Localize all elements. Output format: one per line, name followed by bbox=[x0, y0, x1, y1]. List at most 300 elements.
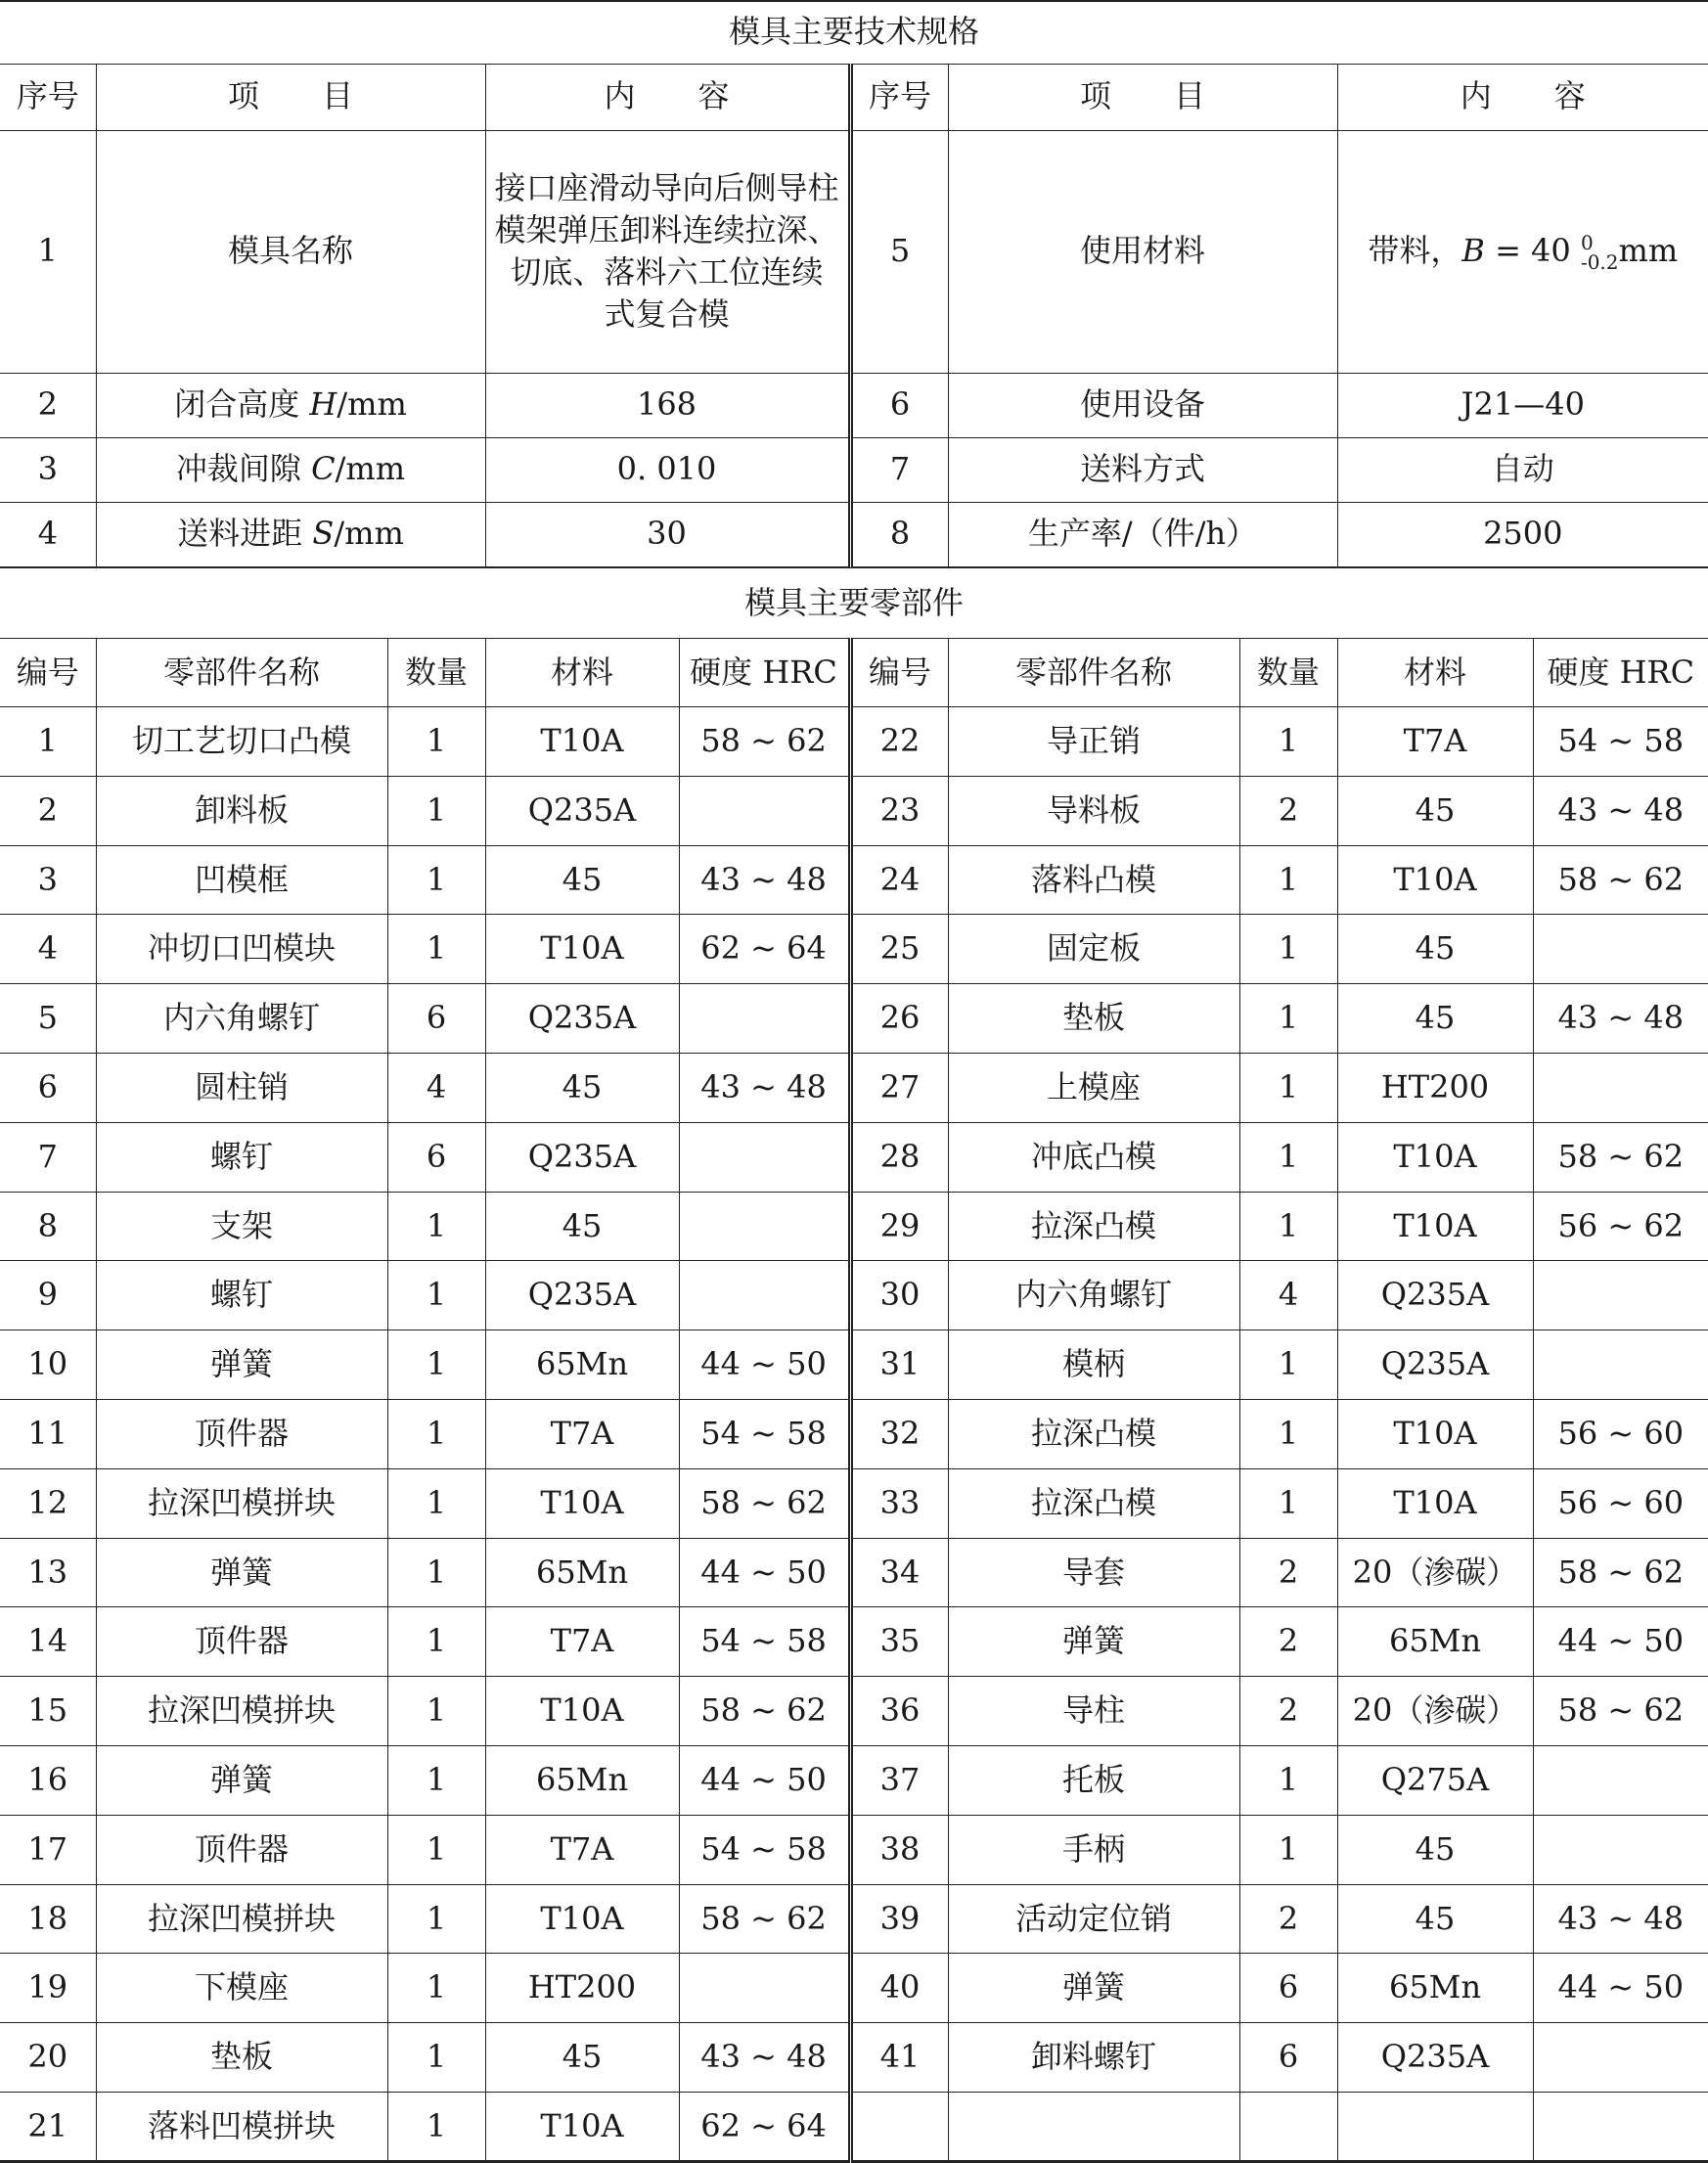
part-no-right: 38 bbox=[850, 1815, 948, 1884]
hardness: 54 ~ 58 bbox=[679, 1607, 850, 1677]
quantity: 1 bbox=[387, 915, 485, 984]
spec-item bbox=[96, 437, 485, 502]
parts-row bbox=[0, 1884, 1708, 1954]
quantity-right: 2 bbox=[1239, 1607, 1337, 1677]
part-no-right: 26 bbox=[850, 984, 948, 1054]
quantity-right: 6 bbox=[1239, 2023, 1337, 2093]
spec-item: 模具名称 bbox=[96, 130, 485, 373]
material: HT200 bbox=[485, 1954, 679, 2023]
spec-no-right: 5 bbox=[850, 130, 948, 373]
quantity: 1 bbox=[387, 1677, 485, 1746]
quantity-right: 1 bbox=[1239, 1053, 1337, 1122]
material-right: 20（渗碳） bbox=[1337, 1677, 1533, 1746]
hardness: 44 ~ 50 bbox=[679, 1538, 850, 1607]
part-name: 支架 bbox=[96, 1192, 387, 1261]
hardness: 62 ~ 64 bbox=[679, 915, 850, 984]
part-no: 2 bbox=[0, 776, 96, 845]
width-value: = 40 bbox=[1484, 231, 1571, 269]
part-no-right: 23 bbox=[850, 776, 948, 845]
material-right: T10A bbox=[1337, 1468, 1533, 1538]
spec-table bbox=[0, 0, 1708, 567]
part-name: 顶件器 bbox=[96, 1399, 387, 1468]
hardness bbox=[679, 1261, 850, 1330]
quantity-right: 1 bbox=[1239, 1330, 1337, 1400]
material-right: 45 bbox=[1337, 1815, 1533, 1884]
part-name: 下模座 bbox=[96, 1954, 387, 2023]
hardness: 58 ~ 62 bbox=[679, 1884, 850, 1954]
part-no-right: 39 bbox=[850, 1884, 948, 1954]
hardness: 54 ~ 58 bbox=[679, 1815, 850, 1884]
quantity-right bbox=[1239, 2092, 1337, 2161]
part-name: 落料凹模拼块 bbox=[96, 2092, 387, 2161]
material: Q235A bbox=[485, 1261, 679, 1330]
quantity-right: 1 bbox=[1239, 707, 1337, 777]
hardness-right bbox=[1533, 1053, 1708, 1122]
item-symbol: S bbox=[312, 515, 335, 553]
parts-row bbox=[0, 1192, 1708, 1261]
part-no: 4 bbox=[0, 915, 96, 984]
quantity: 1 bbox=[387, 1745, 485, 1815]
quantity: 1 bbox=[387, 1538, 485, 1607]
part-name-right: 活动定位销 bbox=[948, 1884, 1239, 1954]
part-no: 16 bbox=[0, 1745, 96, 1815]
quantity: 1 bbox=[387, 1261, 485, 1330]
part-no-right: 30 bbox=[850, 1261, 948, 1330]
material-right: Q235A bbox=[1337, 2023, 1533, 2093]
parts-row bbox=[0, 845, 1708, 915]
spec-no: 4 bbox=[0, 502, 96, 566]
tolerance bbox=[1580, 231, 1619, 275]
material-right: T7A bbox=[1337, 707, 1533, 777]
hardness-right: 56 ~ 60 bbox=[1533, 1468, 1708, 1538]
content-line: 切底、落料六工位连续 bbox=[510, 253, 824, 291]
part-name: 拉深凹模拼块 bbox=[96, 1677, 387, 1746]
hardness-right: 54 ~ 58 bbox=[1533, 707, 1708, 777]
hardness-right bbox=[1533, 2092, 1708, 2161]
part-no: 19 bbox=[0, 1954, 96, 2023]
header-quantity-right: 数量 bbox=[1239, 639, 1337, 707]
part-no: 21 bbox=[0, 2092, 96, 2161]
part-name-right: 拉深凸模 bbox=[948, 1468, 1239, 1538]
material-right: Q235A bbox=[1337, 1330, 1533, 1400]
spec-no-right: 8 bbox=[850, 502, 948, 566]
header-no-right: 序号 bbox=[850, 64, 948, 130]
material: T7A bbox=[485, 1815, 679, 1884]
item-label: 送料进距 bbox=[177, 515, 313, 553]
spec-no-right: 6 bbox=[850, 373, 948, 437]
material: 45 bbox=[485, 845, 679, 915]
hardness bbox=[679, 984, 850, 1054]
quantity-right: 2 bbox=[1239, 1538, 1337, 1607]
quantity-right: 1 bbox=[1239, 1468, 1337, 1538]
material-right: 45 bbox=[1337, 984, 1533, 1054]
quantity: 1 bbox=[387, 1399, 485, 1468]
spec-content-right: 自动 bbox=[1337, 437, 1708, 502]
spec-row bbox=[0, 373, 1708, 437]
spec-item-right: 送料方式 bbox=[948, 437, 1337, 502]
hardness-right: 56 ~ 60 bbox=[1533, 1399, 1708, 1468]
part-no-right: 33 bbox=[850, 1468, 948, 1538]
quantity-right: 1 bbox=[1239, 1122, 1337, 1192]
part-name: 圆柱销 bbox=[96, 1053, 387, 1122]
tolerance-lower: -0.2 bbox=[1580, 250, 1619, 275]
part-no: 10 bbox=[0, 1330, 96, 1400]
part-no-right bbox=[850, 2092, 948, 2161]
part-name: 螺钉 bbox=[96, 1122, 387, 1192]
spec-content bbox=[485, 130, 850, 373]
parts-row bbox=[0, 1468, 1708, 1538]
content-line: 式复合模 bbox=[604, 295, 730, 334]
spec-item bbox=[96, 373, 485, 437]
quantity-right: 1 bbox=[1239, 915, 1337, 984]
quantity-right: 2 bbox=[1239, 1884, 1337, 1954]
material-right: 45 bbox=[1337, 776, 1533, 845]
spec-no: 2 bbox=[0, 373, 96, 437]
part-name-right: 垫板 bbox=[948, 984, 1239, 1054]
part-no-right: 29 bbox=[850, 1192, 948, 1261]
hardness bbox=[679, 1192, 850, 1261]
spec-item-right: 生产率/（件/h） bbox=[948, 502, 1337, 566]
material: T10A bbox=[485, 2092, 679, 2161]
part-no-right: 37 bbox=[850, 1745, 948, 1815]
header-material-right: 材料 bbox=[1337, 639, 1533, 707]
part-no-right: 28 bbox=[850, 1122, 948, 1192]
material: Q235A bbox=[485, 1122, 679, 1192]
hardness-right bbox=[1533, 1815, 1708, 1884]
material-right bbox=[1337, 2092, 1533, 2161]
parts-row bbox=[0, 707, 1708, 777]
spec-header-row bbox=[0, 64, 1708, 130]
material: T7A bbox=[485, 1607, 679, 1677]
hardness: 43 ~ 48 bbox=[679, 845, 850, 915]
parts-row bbox=[0, 1053, 1708, 1122]
material-right: Q235A bbox=[1337, 1261, 1533, 1330]
quantity: 1 bbox=[387, 1468, 485, 1538]
part-name-right: 模柄 bbox=[948, 1330, 1239, 1400]
hardness-right: 58 ~ 62 bbox=[1533, 1677, 1708, 1746]
material: 45 bbox=[485, 1053, 679, 1122]
part-name-right: 导柱 bbox=[948, 1677, 1239, 1746]
spec-content-right: 2500 bbox=[1337, 502, 1708, 566]
hardness: 54 ~ 58 bbox=[679, 1399, 850, 1468]
part-name-right: 导套 bbox=[948, 1538, 1239, 1607]
hardness: 43 ~ 48 bbox=[679, 1053, 850, 1122]
hardness: 62 ~ 64 bbox=[679, 2092, 850, 2161]
spec-item-right: 使用设备 bbox=[948, 373, 1337, 437]
part-no: 14 bbox=[0, 1607, 96, 1677]
hardness-right: 58 ~ 62 bbox=[1533, 1538, 1708, 1607]
part-name-right: 拉深凸模 bbox=[948, 1399, 1239, 1468]
material-right: 20（渗碳） bbox=[1337, 1538, 1533, 1607]
parts-row bbox=[0, 2023, 1708, 2093]
hardness-right bbox=[1533, 1330, 1708, 1400]
part-no: 15 bbox=[0, 1677, 96, 1746]
material: Q235A bbox=[485, 776, 679, 845]
spec-content: 0. 010 bbox=[485, 437, 850, 502]
header-hardness: 硬度 HRC bbox=[679, 639, 850, 707]
spec-content-right: J21—40 bbox=[1337, 373, 1708, 437]
material: T10A bbox=[485, 707, 679, 777]
part-no-right: 35 bbox=[850, 1607, 948, 1677]
material: 45 bbox=[485, 1192, 679, 1261]
spec-no: 1 bbox=[0, 130, 96, 373]
part-name: 切工艺切口凸模 bbox=[96, 707, 387, 777]
quantity-right: 1 bbox=[1239, 845, 1337, 915]
hardness: 58 ~ 62 bbox=[679, 1677, 850, 1746]
hardness-right bbox=[1533, 1261, 1708, 1330]
item-unit: /mm bbox=[334, 515, 404, 553]
quantity-right: 4 bbox=[1239, 1261, 1337, 1330]
parts-row bbox=[0, 1815, 1708, 1884]
parts-row bbox=[0, 1261, 1708, 1330]
part-no: 5 bbox=[0, 984, 96, 1054]
part-no: 20 bbox=[0, 2023, 96, 2093]
part-name: 拉深凹模拼块 bbox=[96, 1468, 387, 1538]
part-no-right: 36 bbox=[850, 1677, 948, 1746]
header-item: 项 目 bbox=[96, 64, 485, 130]
part-name-right: 弹簧 bbox=[948, 1954, 1239, 2023]
material: Q235A bbox=[485, 984, 679, 1054]
header-hardness-right: 硬度 HRC bbox=[1533, 639, 1708, 707]
item-label: 冲裁间隙 bbox=[175, 450, 312, 488]
header-no: 序号 bbox=[0, 64, 96, 130]
hardness-right: 58 ~ 62 bbox=[1533, 845, 1708, 915]
part-name: 顶件器 bbox=[96, 1815, 387, 1884]
part-no: 9 bbox=[0, 1261, 96, 1330]
quantity: 1 bbox=[387, 1607, 485, 1677]
hardness: 58 ~ 62 bbox=[679, 1468, 850, 1538]
parts-row bbox=[0, 1122, 1708, 1192]
quantity-right: 2 bbox=[1239, 1677, 1337, 1746]
material: 65Mn bbox=[485, 1745, 679, 1815]
quantity: 6 bbox=[387, 984, 485, 1054]
hardness: 44 ~ 50 bbox=[679, 1330, 850, 1400]
item-symbol: H bbox=[309, 385, 337, 424]
header-material: 材料 bbox=[485, 639, 679, 707]
parts-table bbox=[0, 567, 1708, 2163]
parts-row bbox=[0, 1745, 1708, 1815]
material-right: T10A bbox=[1337, 1399, 1533, 1468]
part-name-right bbox=[948, 2092, 1239, 2161]
part-no: 3 bbox=[0, 845, 96, 915]
hardness bbox=[679, 1122, 850, 1192]
part-name-right: 落料凸模 bbox=[948, 845, 1239, 915]
spec-item-right: 使用材料 bbox=[948, 130, 1337, 373]
material: T10A bbox=[485, 1677, 679, 1746]
quantity: 1 bbox=[387, 845, 485, 915]
spec-no: 3 bbox=[0, 437, 96, 502]
part-no: 6 bbox=[0, 1053, 96, 1122]
part-name: 弹簧 bbox=[96, 1330, 387, 1400]
part-no: 13 bbox=[0, 1538, 96, 1607]
part-no-right: 25 bbox=[850, 915, 948, 984]
quantity-right: 1 bbox=[1239, 1745, 1337, 1815]
material: T10A bbox=[485, 915, 679, 984]
part-no-right: 32 bbox=[850, 1399, 948, 1468]
spec-item bbox=[96, 502, 485, 566]
tolerance-upper: 0 bbox=[1580, 231, 1594, 255]
part-no-right: 41 bbox=[850, 2023, 948, 2093]
hardness: 44 ~ 50 bbox=[679, 1745, 850, 1815]
part-no-right: 27 bbox=[850, 1053, 948, 1122]
part-name-right: 冲底凸模 bbox=[948, 1122, 1239, 1192]
quantity-right: 1 bbox=[1239, 1815, 1337, 1884]
material-right: 45 bbox=[1337, 915, 1533, 984]
hardness-right: 43 ~ 48 bbox=[1533, 776, 1708, 845]
hardness-right: 44 ~ 50 bbox=[1533, 1954, 1708, 2023]
quantity-right: 1 bbox=[1239, 984, 1337, 1054]
width-unit: mm bbox=[1618, 231, 1679, 269]
part-no: 1 bbox=[0, 707, 96, 777]
part-name-right: 上模座 bbox=[948, 1053, 1239, 1122]
spec-content: 168 bbox=[485, 373, 850, 437]
hardness-right: 44 ~ 50 bbox=[1533, 1607, 1708, 1677]
material-right: T10A bbox=[1337, 1122, 1533, 1192]
part-name: 拉深凹模拼块 bbox=[96, 1884, 387, 1954]
quantity-right: 1 bbox=[1239, 1399, 1337, 1468]
parts-row bbox=[0, 2092, 1708, 2161]
material: T10A bbox=[485, 1884, 679, 1954]
hardness-right: 43 ~ 48 bbox=[1533, 984, 1708, 1054]
part-name: 螺钉 bbox=[96, 1261, 387, 1330]
parts-row bbox=[0, 984, 1708, 1054]
part-name-right: 托板 bbox=[948, 1745, 1239, 1815]
spec-title: 模具主要技术规格 bbox=[0, 1, 1708, 64]
spec-no-right: 7 bbox=[850, 437, 948, 502]
part-name-right: 导正销 bbox=[948, 707, 1239, 777]
quantity: 1 bbox=[387, 2023, 485, 2093]
parts-row bbox=[0, 1677, 1708, 1746]
part-no: 7 bbox=[0, 1122, 96, 1192]
quantity: 1 bbox=[387, 707, 485, 777]
material: T10A bbox=[485, 1468, 679, 1538]
material-right: T10A bbox=[1337, 1192, 1533, 1261]
parts-row bbox=[0, 915, 1708, 984]
parts-row bbox=[0, 1330, 1708, 1400]
part-name: 弹簧 bbox=[96, 1745, 387, 1815]
header-part-name-right: 零部件名称 bbox=[948, 639, 1239, 707]
parts-row bbox=[0, 1954, 1708, 2023]
quantity: 1 bbox=[387, 1192, 485, 1261]
part-no-right: 34 bbox=[850, 1538, 948, 1607]
quantity-right: 1 bbox=[1239, 1192, 1337, 1261]
material-right: 45 bbox=[1337, 1884, 1533, 1954]
header-part-name: 零部件名称 bbox=[96, 639, 387, 707]
header-quantity: 数量 bbox=[387, 639, 485, 707]
part-name-right: 弹簧 bbox=[948, 1607, 1239, 1677]
spec-row bbox=[0, 502, 1708, 566]
quantity: 1 bbox=[387, 1954, 485, 2023]
part-name: 卸料板 bbox=[96, 776, 387, 845]
hardness: 58 ~ 62 bbox=[679, 707, 850, 777]
part-name-right: 内六角螺钉 bbox=[948, 1261, 1239, 1330]
item-unit: /mm bbox=[335, 450, 406, 488]
part-name-right: 固定板 bbox=[948, 915, 1239, 984]
part-name: 弹簧 bbox=[96, 1538, 387, 1607]
spec-content: 30 bbox=[485, 502, 850, 566]
material: T7A bbox=[485, 1399, 679, 1468]
material: 45 bbox=[485, 2023, 679, 2093]
spec-content-right bbox=[1337, 130, 1708, 373]
parts-row bbox=[0, 776, 1708, 845]
quantity: 1 bbox=[387, 1884, 485, 1954]
part-name-right: 拉深凸模 bbox=[948, 1192, 1239, 1261]
part-no: 8 bbox=[0, 1192, 96, 1261]
hardness-right bbox=[1533, 2023, 1708, 2093]
header-part-no: 编号 bbox=[0, 639, 96, 707]
material-right: HT200 bbox=[1337, 1053, 1533, 1122]
hardness-right: 56 ~ 62 bbox=[1533, 1192, 1708, 1261]
part-no-right: 31 bbox=[850, 1330, 948, 1400]
part-no: 18 bbox=[0, 1884, 96, 1954]
part-name-right: 导料板 bbox=[948, 776, 1239, 845]
quantity: 1 bbox=[387, 1330, 485, 1400]
part-no: 12 bbox=[0, 1468, 96, 1538]
parts-row bbox=[0, 1607, 1708, 1677]
header-part-no-right: 编号 bbox=[850, 639, 948, 707]
part-name-right: 手柄 bbox=[948, 1815, 1239, 1884]
quantity: 1 bbox=[387, 1815, 485, 1884]
content-line: 模架弹压卸料连续拉深、 bbox=[494, 210, 839, 248]
part-name: 内六角螺钉 bbox=[96, 984, 387, 1054]
hardness-right: 43 ~ 48 bbox=[1533, 1884, 1708, 1954]
material-prefix: 带料， bbox=[1368, 231, 1462, 269]
part-no: 17 bbox=[0, 1815, 96, 1884]
header-item-right: 项 目 bbox=[948, 64, 1337, 130]
content-line: 接口座滑动导向后侧导柱 bbox=[494, 168, 839, 206]
material: 65Mn bbox=[485, 1330, 679, 1400]
part-name-right: 卸料螺钉 bbox=[948, 2023, 1239, 2093]
part-name: 顶件器 bbox=[96, 1607, 387, 1677]
part-no-right: 22 bbox=[850, 707, 948, 777]
material-right: T10A bbox=[1337, 845, 1533, 915]
parts-row bbox=[0, 1538, 1708, 1607]
part-name: 凹模框 bbox=[96, 845, 387, 915]
quantity: 6 bbox=[387, 1122, 485, 1192]
quantity-right: 6 bbox=[1239, 1954, 1337, 2023]
parts-row bbox=[0, 1399, 1708, 1468]
header-content-right: 内 容 bbox=[1337, 64, 1708, 130]
part-no-right: 40 bbox=[850, 1954, 948, 2023]
hardness-right bbox=[1533, 915, 1708, 984]
spec-row bbox=[0, 437, 1708, 502]
spec-row bbox=[0, 130, 1708, 373]
hardness-right bbox=[1533, 1745, 1708, 1815]
quantity: 4 bbox=[387, 1053, 485, 1122]
material-right: 65Mn bbox=[1337, 1954, 1533, 2023]
part-no-right: 24 bbox=[850, 845, 948, 915]
material: 65Mn bbox=[485, 1538, 679, 1607]
item-symbol: C bbox=[311, 450, 336, 488]
part-no: 11 bbox=[0, 1399, 96, 1468]
material-right: Q275A bbox=[1337, 1745, 1533, 1815]
hardness: 43 ~ 48 bbox=[679, 2023, 850, 2093]
parts-header-row bbox=[0, 639, 1708, 707]
quantity: 1 bbox=[387, 2092, 485, 2161]
part-name: 垫板 bbox=[96, 2023, 387, 2093]
parts-title: 模具主要零部件 bbox=[0, 568, 1708, 639]
hardness bbox=[679, 1954, 850, 2023]
quantity-right: 2 bbox=[1239, 776, 1337, 845]
item-unit: /mm bbox=[337, 385, 407, 424]
part-name: 冲切口凹模块 bbox=[96, 915, 387, 984]
material-right: 65Mn bbox=[1337, 1607, 1533, 1677]
header-content: 内 容 bbox=[485, 64, 850, 130]
item-label: 闭合高度 bbox=[174, 385, 310, 424]
width-symbol: B bbox=[1461, 231, 1485, 269]
hardness-right: 58 ~ 62 bbox=[1533, 1122, 1708, 1192]
hardness bbox=[679, 776, 850, 845]
